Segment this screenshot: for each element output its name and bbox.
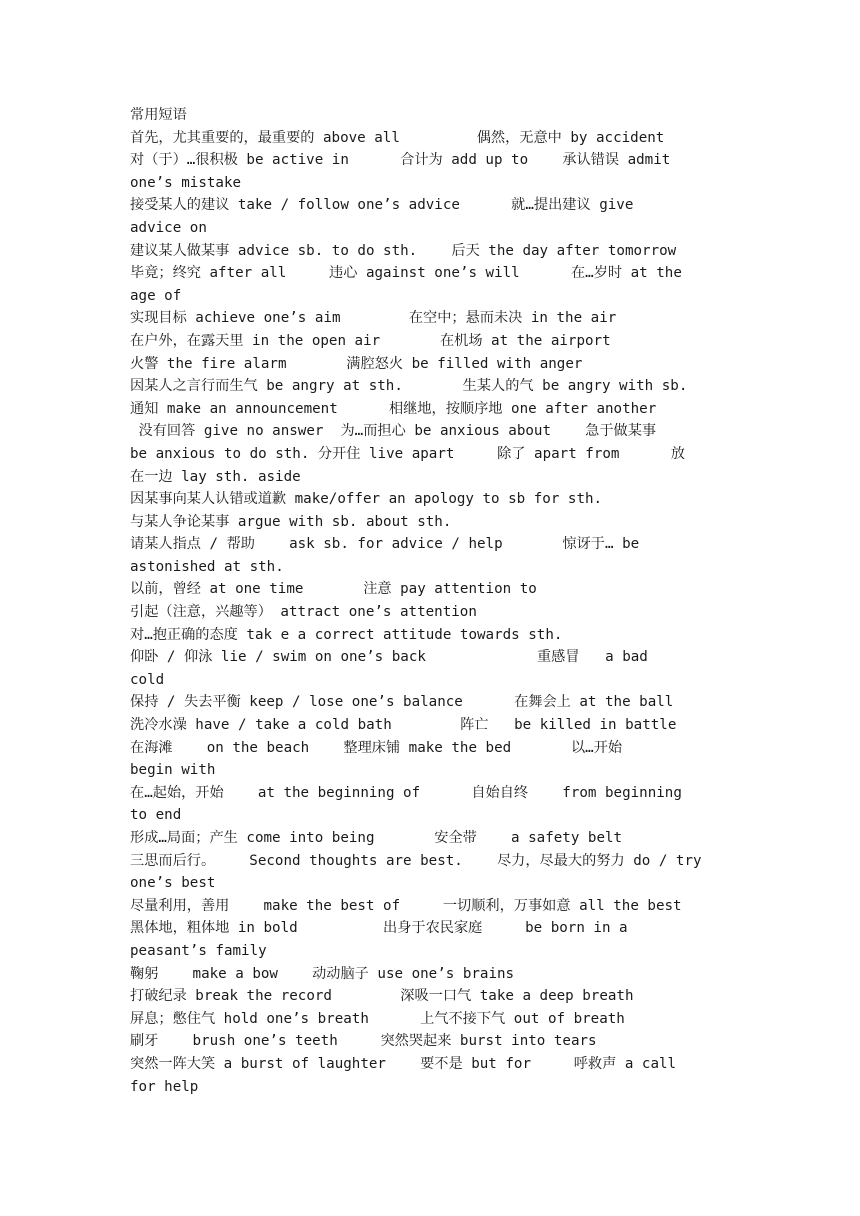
phrase-line: 首先，尤其重要的，最重要的 above all 偶然，无意中 by accident: [130, 129, 665, 146]
phrase-line: 在海滩 on the beach 整理床铺 make the bed 以…开始: [130, 739, 623, 756]
phrase-line: one’s best: [130, 875, 216, 892]
phrase-list: [130, 127, 730, 1099]
phrase-line: 以前，曾经 at one time 注意 pay attention to: [130, 581, 537, 598]
phrase-line: cold: [130, 671, 165, 688]
phrase-line: 建议某人做某事 advice sb. to do sth. 后天 the day after tomorrow: [130, 242, 677, 259]
phrase-line: age of: [130, 287, 182, 304]
phrase-line: 仰卧 / 仰泳 lie / swim on one’s back 重感冒 a bad: [130, 649, 648, 666]
phrase-line: 洗冷水澡 have / take a cold bath 阵亡 be killed in battle: [130, 717, 677, 734]
phrase-line: 没有回答 give no answer 为…而担心 be anxious about 急于做某事: [130, 423, 657, 440]
phrase-line: 突然一阵大笑 a burst of laughter 要不是 but for 呼救声 a call: [130, 1055, 677, 1072]
phrase-line: 打破纪录 break the record 深吸一口气 take a deep breath: [130, 988, 634, 1005]
phrase-line: 引起（注意，兴趣等） attract one’s attention: [130, 604, 477, 621]
phrase-line: 在…起始，开始 at the beginning of 自始自终 from beginning: [130, 784, 682, 801]
phrase-line: 对（于）…很积极 be active in 合计为 add up to 承认错误 admit: [130, 152, 671, 169]
phrase-line: 实现目标 achieve one’s aim 在空中；悬而未决 in the air: [130, 310, 617, 327]
phrase-line: astonished at sth.: [130, 558, 284, 575]
phrase-line: 因某人之言行而生气 be angry at sth. 生某人的气 be angry with sb.: [130, 378, 688, 395]
phrase-line: 与某人争论某事 argue with sb. about sth.: [130, 513, 452, 530]
phrase-line: 请某人指点 / 帮助 ask sb. for advice / help 惊讶于… be: [130, 536, 640, 553]
phrase-line: 通知 make an announcement 相继地，按顺序地 one after another: [130, 400, 657, 417]
phrase-line: 形成…局面；产生 come into being 安全带 a safety belt: [130, 830, 623, 846]
phrase-line: 尽量利用，善用 make the best of 一切顺利，万事如意 all the best: [130, 897, 682, 914]
phrase-line: one’s mistake: [130, 174, 242, 191]
phrase-line: 屏息；憋住气 hold one’s breath 上气不接下气 out of breath: [130, 1010, 625, 1027]
phrase-line: 对…抱正确的态度 tak e a correct attitude towards sth.: [130, 626, 563, 643]
phrase-line: peasant’s family: [130, 942, 267, 959]
phrase-line: 黑体地，粗体地 in bold 出身于农民家庭 be born in a: [130, 920, 628, 937]
phrase-line: 接受某人的建议 take / follow one’s advice 就…提出建议 give: [130, 197, 634, 214]
phrase-line: 三思而后行。 Second thoughts are best. 尽力，尽最大的努力 do / try: [130, 852, 702, 869]
phrase-line: 在一边 lay sth. aside: [130, 468, 301, 485]
phrase-line: for help: [130, 1078, 199, 1095]
phrase-line: 刷牙 brush one’s teeth 突然哭起来 burst into tears: [130, 1033, 597, 1050]
phrase-line: 鞠躬 make a bow 动动脑子 use one’s brains: [130, 965, 515, 982]
phrase-line: 保持 / 失去平衡 keep / lose one’s balance 在舞会上 at the ball: [130, 694, 674, 711]
phrase-line: 因某事向某人认错或道歉 make/offer an apology to sb for sth.: [130, 491, 603, 508]
document-title: 常用短语: [130, 107, 187, 123]
phrase-line: 毕竟；终究 after all 违心 against one’s will 在…岁时 at the: [130, 265, 682, 282]
phrase-line: to end: [130, 807, 182, 824]
phrase-line: advice on: [130, 219, 207, 236]
phrase-line: 在户外，在露天里 in the open air 在机场 at the airport: [130, 332, 611, 349]
phrase-line: begin with: [130, 762, 216, 779]
phrase-line: 火警 the fire alarm 满腔怒火 be filled with anger: [130, 355, 583, 372]
document-page: [130, 104, 730, 1098]
phrase-line: be anxious to do sth. 分开住 live apart 除了 apart from 放: [130, 445, 685, 462]
